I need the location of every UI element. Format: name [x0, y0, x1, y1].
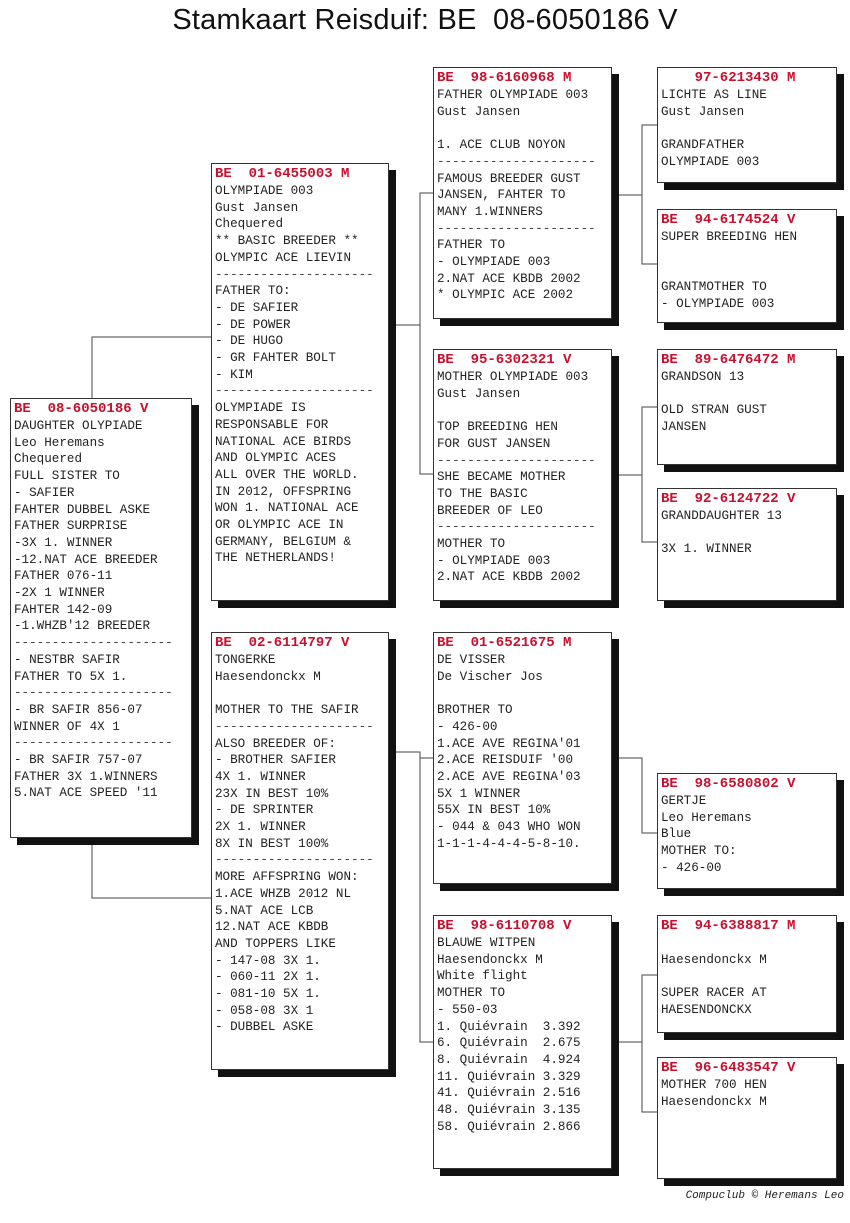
- info-line: Chequered: [14, 452, 83, 467]
- link-fm-fmm: [642, 475, 657, 542]
- info-line: SHE BECAME MOTHER: [437, 470, 566, 485]
- info-line: MOTHER 700 HEN: [661, 1078, 767, 1092]
- info-line: OLYMPIADE 003: [661, 154, 760, 169]
- info-line: FULL SISTER TO: [14, 469, 120, 484]
- info-line: FATHER 076-11: [14, 569, 113, 584]
- info-line: MOTHER TO THE SAFIR: [215, 703, 359, 718]
- info-line: FATHER 3X 1.WINNERS: [14, 769, 158, 784]
- link-mm-mmf: [612, 975, 657, 1042]
- info-line: 23X IN BEST 10%: [215, 786, 329, 801]
- info-line: GRANDFATHER: [661, 138, 745, 153]
- info-line: FAHTER 142-09: [14, 602, 113, 617]
- info-line: TO THE BASIC: [437, 486, 528, 501]
- info-line: -1.WHZB'12 BREEDER: [14, 619, 151, 634]
- info-line: * OLYMPIC ACE 2002: [437, 288, 574, 303]
- info-line: - DE SPRINTER: [215, 803, 314, 818]
- info-line: FOR GUST JANSEN: [437, 436, 551, 451]
- info-line: MOTHER TO: [437, 986, 506, 1001]
- info-line: - OLYMPIADE 003: [437, 553, 551, 568]
- info-line: Haesendonckx M: [661, 1094, 767, 1109]
- info-line: TOP BREEDING HEN: [437, 420, 558, 435]
- ring-number: BE 01-6521675 M: [437, 635, 572, 651]
- info-line: Gust Jansen: [661, 104, 745, 119]
- separator-line: ---------------------: [437, 154, 596, 169]
- info-line: NATIONAL ACE BIRDS: [215, 434, 352, 449]
- info-line: - DE SAFIER: [215, 300, 299, 315]
- info-line: 1.ACE WHZB 2012 NL: [215, 886, 352, 901]
- pigeon-card-fm-mother[interactable]: [657, 488, 837, 601]
- separator-line: ---------------------: [14, 636, 173, 651]
- info-line: ** BASIC BREEDER **: [215, 234, 359, 249]
- info-line: Leo Heremans: [661, 810, 752, 825]
- info-line: 2.ACE AVE REGINA'03: [437, 769, 581, 784]
- info-line: [661, 968, 833, 985]
- pigeon-card-father[interactable]: [211, 163, 389, 601]
- ring-number: BE 08-6050186 V: [14, 401, 149, 417]
- info-line: 5.NAT ACE LCB: [215, 903, 314, 918]
- pigeon-card-mother[interactable]: [211, 632, 389, 1070]
- info-line: - NESTBR SAFIR: [14, 652, 120, 667]
- link-ff-fff: [612, 125, 657, 195]
- separator-line: ---------------------: [437, 221, 596, 236]
- pigeon-card-mm-father[interactable]: [657, 915, 837, 1033]
- ring-number: BE 94-6174524 V: [661, 212, 796, 228]
- info-line: - DE POWER: [215, 317, 291, 332]
- ring-number: BE 95-6302321 V: [437, 352, 572, 368]
- info-line: - OLYMPIADE 003: [661, 296, 775, 311]
- info-line: BROTHER TO: [437, 703, 513, 718]
- info-line: SUPER RACER AT: [661, 986, 767, 1001]
- ring-number: BE 89-6476472 M: [661, 352, 796, 368]
- info-line: - DE HUGO: [215, 334, 284, 349]
- link-father-ff: [389, 193, 433, 325]
- link-mother-mm: [420, 752, 433, 1042]
- separator-line: ---------------------: [215, 267, 374, 282]
- info-line: GERMANY, BELGIUM &: [215, 534, 352, 549]
- info-line: -2X 1 WINNER: [14, 586, 105, 601]
- info-line: 3X 1. WINNER: [661, 542, 752, 557]
- info-line: 58. Quiévrain 2.866: [437, 1119, 581, 1134]
- info-line: BLAUWE WITPEN: [437, 936, 536, 950]
- pigeon-card-ff-mother[interactable]: [657, 209, 837, 323]
- info-line: LICHTE AS LINE: [661, 88, 767, 102]
- separator-line: ---------------------: [215, 853, 374, 868]
- separator-line: ---------------------: [437, 453, 596, 468]
- info-line: 41. Quiévrain 2.516: [437, 1086, 581, 1101]
- info-line: ALSO BREEDER OF:: [215, 736, 336, 751]
- info-line: [661, 246, 833, 263]
- info-line: Haesendonckx M: [661, 952, 767, 967]
- info-line: - KIM: [215, 367, 253, 382]
- info-line: De Vischer Jos: [437, 669, 543, 684]
- info-line: JANSEN, FAHTER TO: [437, 188, 566, 203]
- info-line: FAHTER DUBBEL ASKE: [14, 502, 151, 517]
- info-line: White flight: [437, 969, 528, 984]
- info-line: Gust Jansen: [437, 104, 521, 119]
- info-line: [437, 685, 608, 702]
- ring-number: BE 98-6160968 M: [437, 70, 572, 86]
- info-line: OLYMPIADE IS: [215, 401, 306, 416]
- info-line: -12.NAT ACE BREEDER: [14, 552, 158, 567]
- info-line: - 426-00: [437, 719, 498, 734]
- info-line: GERTJE: [661, 794, 707, 808]
- info-line: FATHER OLYMPIADE 003: [437, 88, 589, 102]
- separator-line: ---------------------: [215, 719, 374, 734]
- info-line: OLD STRAN GUST: [661, 403, 767, 418]
- info-line: [437, 402, 608, 419]
- info-line: IN 2012, OFFSPRING: [215, 484, 352, 499]
- pigeon-card-maternal-grandmother[interactable]: [433, 915, 612, 1169]
- info-line: FATHER SURPRISE: [14, 519, 128, 534]
- info-line: Haesendonckx M: [437, 952, 543, 967]
- info-line: 4X 1. WINNER: [215, 769, 306, 784]
- info-line: 1.ACE AVE REGINA'01: [437, 736, 581, 751]
- info-line: 8. Quiévrain 4.924: [437, 1052, 581, 1067]
- info-line: 2.NAT ACE KBDB 2002: [437, 271, 581, 286]
- info-line: AND OLYMPIC ACES: [215, 451, 336, 466]
- info-line: Haesendonckx M: [215, 669, 321, 684]
- info-line: WINNER OF 4X 1: [14, 719, 120, 734]
- info-line: FATHER TO:: [215, 284, 291, 299]
- info-line: - DUBBEL ASKE: [215, 1020, 314, 1035]
- pigeon-card-ff-father[interactable]: [657, 67, 837, 183]
- separator-line: ---------------------: [215, 384, 374, 399]
- info-line: 1. Quiévrain 3.392: [437, 1019, 581, 1034]
- info-line: TONGERKE: [215, 653, 276, 667]
- separator-line: ---------------------: [14, 736, 173, 751]
- pigeon-card-mf-mother[interactable]: [657, 773, 837, 889]
- ring-number: BE 92-6124722 V: [661, 491, 796, 507]
- info-line: 55X IN BEST 10%: [437, 803, 551, 818]
- info-line: FATHER TO: [437, 238, 506, 253]
- link-fm-fmf: [612, 407, 657, 475]
- ring-number: BE 02-6114797 V: [215, 635, 350, 651]
- info-line: - BROTHER SAFIER: [215, 753, 336, 768]
- info-line: - BR SAFIR 856-07: [14, 702, 143, 717]
- info-line: 48. Quiévrain 3.135: [437, 1103, 581, 1118]
- info-line: 1. ACE CLUB NOYON: [437, 138, 566, 153]
- info-line: [437, 120, 608, 137]
- info-line: WON 1. NATIONAL ACE: [215, 501, 359, 516]
- pigeon-card-fm-father[interactable]: [657, 349, 837, 465]
- info-line: 11. Quiévrain 3.329: [437, 1069, 581, 1084]
- pigeon-card-maternal-grandfather[interactable]: [433, 632, 612, 884]
- link-mm-mmm: [642, 1042, 657, 1112]
- info-line: - 426-00: [661, 860, 722, 875]
- pigeon-card-paternal-grandfather[interactable]: [433, 67, 612, 319]
- link-subject-mother: [92, 838, 211, 898]
- ring-number: BE 98-6110708 V: [437, 918, 572, 934]
- link-father-fm: [420, 325, 433, 474]
- info-line: RESPONSABLE FOR: [215, 417, 329, 432]
- info-line: 8X IN BEST 100%: [215, 836, 329, 851]
- info-line: 2X 1. WINNER: [215, 820, 306, 835]
- separator-line: ---------------------: [437, 520, 596, 535]
- link-ff-ffm: [642, 195, 657, 264]
- info-line: AND TOPPERS LIKE: [215, 936, 336, 951]
- ring-number: BE 01-6455003 M: [215, 166, 350, 182]
- info-line: SUPER BREEDING HEN: [661, 230, 798, 244]
- info-line: MANY 1.WINNERS: [437, 204, 543, 219]
- info-line: Leo Heremans: [14, 435, 105, 450]
- info-line: [661, 386, 833, 403]
- separator-line: ---------------------: [14, 686, 173, 701]
- info-line: FATHER TO 5X 1.: [14, 669, 128, 684]
- info-line: JANSEN: [661, 420, 707, 435]
- info-line: ALL OVER THE WORLD.: [215, 467, 359, 482]
- link-subject-father: [92, 337, 211, 398]
- info-line: [661, 935, 833, 952]
- info-line: FAMOUS BREEDER GUST: [437, 171, 581, 186]
- info-line: - BR SAFIR 757-07: [14, 753, 143, 768]
- info-line: DAUGHTER OLYPIADE: [14, 419, 143, 433]
- pigeon-card-subject[interactable]: [10, 398, 192, 838]
- info-line: 12.NAT ACE KBDB: [215, 920, 329, 935]
- pigeon-card-paternal-grandmother[interactable]: [433, 349, 612, 601]
- info-line: - OLYMPIADE 003: [437, 255, 551, 270]
- info-line: 5X 1 WINNER: [437, 786, 521, 801]
- info-line: Gust Jansen: [437, 386, 521, 401]
- info-line: - 058-08 3X 1: [215, 1003, 314, 1018]
- info-line: MOTHER TO: [437, 537, 506, 552]
- link-mother-mf: [389, 752, 433, 758]
- info-line: Chequered: [215, 217, 284, 232]
- info-line: - 081-10 5X 1.: [215, 987, 321, 1002]
- info-line: 2.ACE REISDUIF '00: [437, 753, 574, 768]
- info-line: MOTHER OLYMPIADE 003: [437, 370, 589, 384]
- info-line: DE VISSER: [437, 653, 506, 667]
- info-line: OLYMPIADE 003: [215, 184, 314, 198]
- info-line: THE NETHERLANDS!: [215, 551, 336, 566]
- info-line: - 060-11 2X 1.: [215, 970, 321, 985]
- info-line: Blue: [661, 827, 692, 842]
- info-line: GRANDDAUGHTER 13: [661, 509, 782, 523]
- info-line: 2.NAT ACE KBDB 2002: [437, 570, 581, 585]
- link-mf-mfm: [612, 758, 657, 833]
- info-line: MOTHER TO:: [661, 844, 737, 859]
- info-line: [661, 262, 833, 279]
- info-line: BREEDER OF LEO: [437, 503, 543, 518]
- info-line: 5.NAT ACE SPEED '11: [14, 786, 158, 801]
- info-line: - 147-08 3X 1.: [215, 953, 321, 968]
- info-line: OLYMPIC ACE LIEVIN: [215, 250, 352, 265]
- footer-credit: Compuclub © Heremans Leo: [685, 1190, 844, 1202]
- ring-number: BE 94-6388817 M: [661, 918, 796, 934]
- info-line: GRANDSON 13: [661, 370, 745, 384]
- info-line: - GR FAHTER BOLT: [215, 351, 336, 366]
- info-line: [215, 685, 385, 702]
- info-line: 6. Quiévrain 2.675: [437, 1036, 581, 1051]
- info-line: GRANTMOTHER TO: [661, 280, 767, 295]
- info-line: [661, 120, 833, 137]
- info-line: 1-1-1-4-4-4-5-8-10.: [437, 836, 581, 851]
- pigeon-card-mm-mother[interactable]: [657, 1057, 837, 1179]
- info-line: Gust Jansen: [215, 200, 299, 215]
- ring-number: BE 98-6580802 V: [661, 776, 796, 792]
- info-line: MORE AFFSPRING WON:: [215, 870, 359, 885]
- page-title: Stamkaart Reisduif: BE 08-6050186 V: [172, 4, 678, 36]
- ring-number: 97-6213430 M: [661, 70, 796, 86]
- info-line: OR OLYMPIC ACE IN: [215, 518, 344, 533]
- info-line: [661, 525, 833, 542]
- info-line: - 044 & 043 WHO WON: [437, 820, 581, 835]
- info-line: - 550-03: [437, 1002, 498, 1017]
- info-line: - SAFIER: [14, 485, 75, 500]
- info-line: HAESENDONCKX: [661, 1002, 752, 1017]
- ring-number: BE 96-6483547 V: [661, 1060, 796, 1076]
- info-line: -3X 1. WINNER: [14, 535, 113, 550]
